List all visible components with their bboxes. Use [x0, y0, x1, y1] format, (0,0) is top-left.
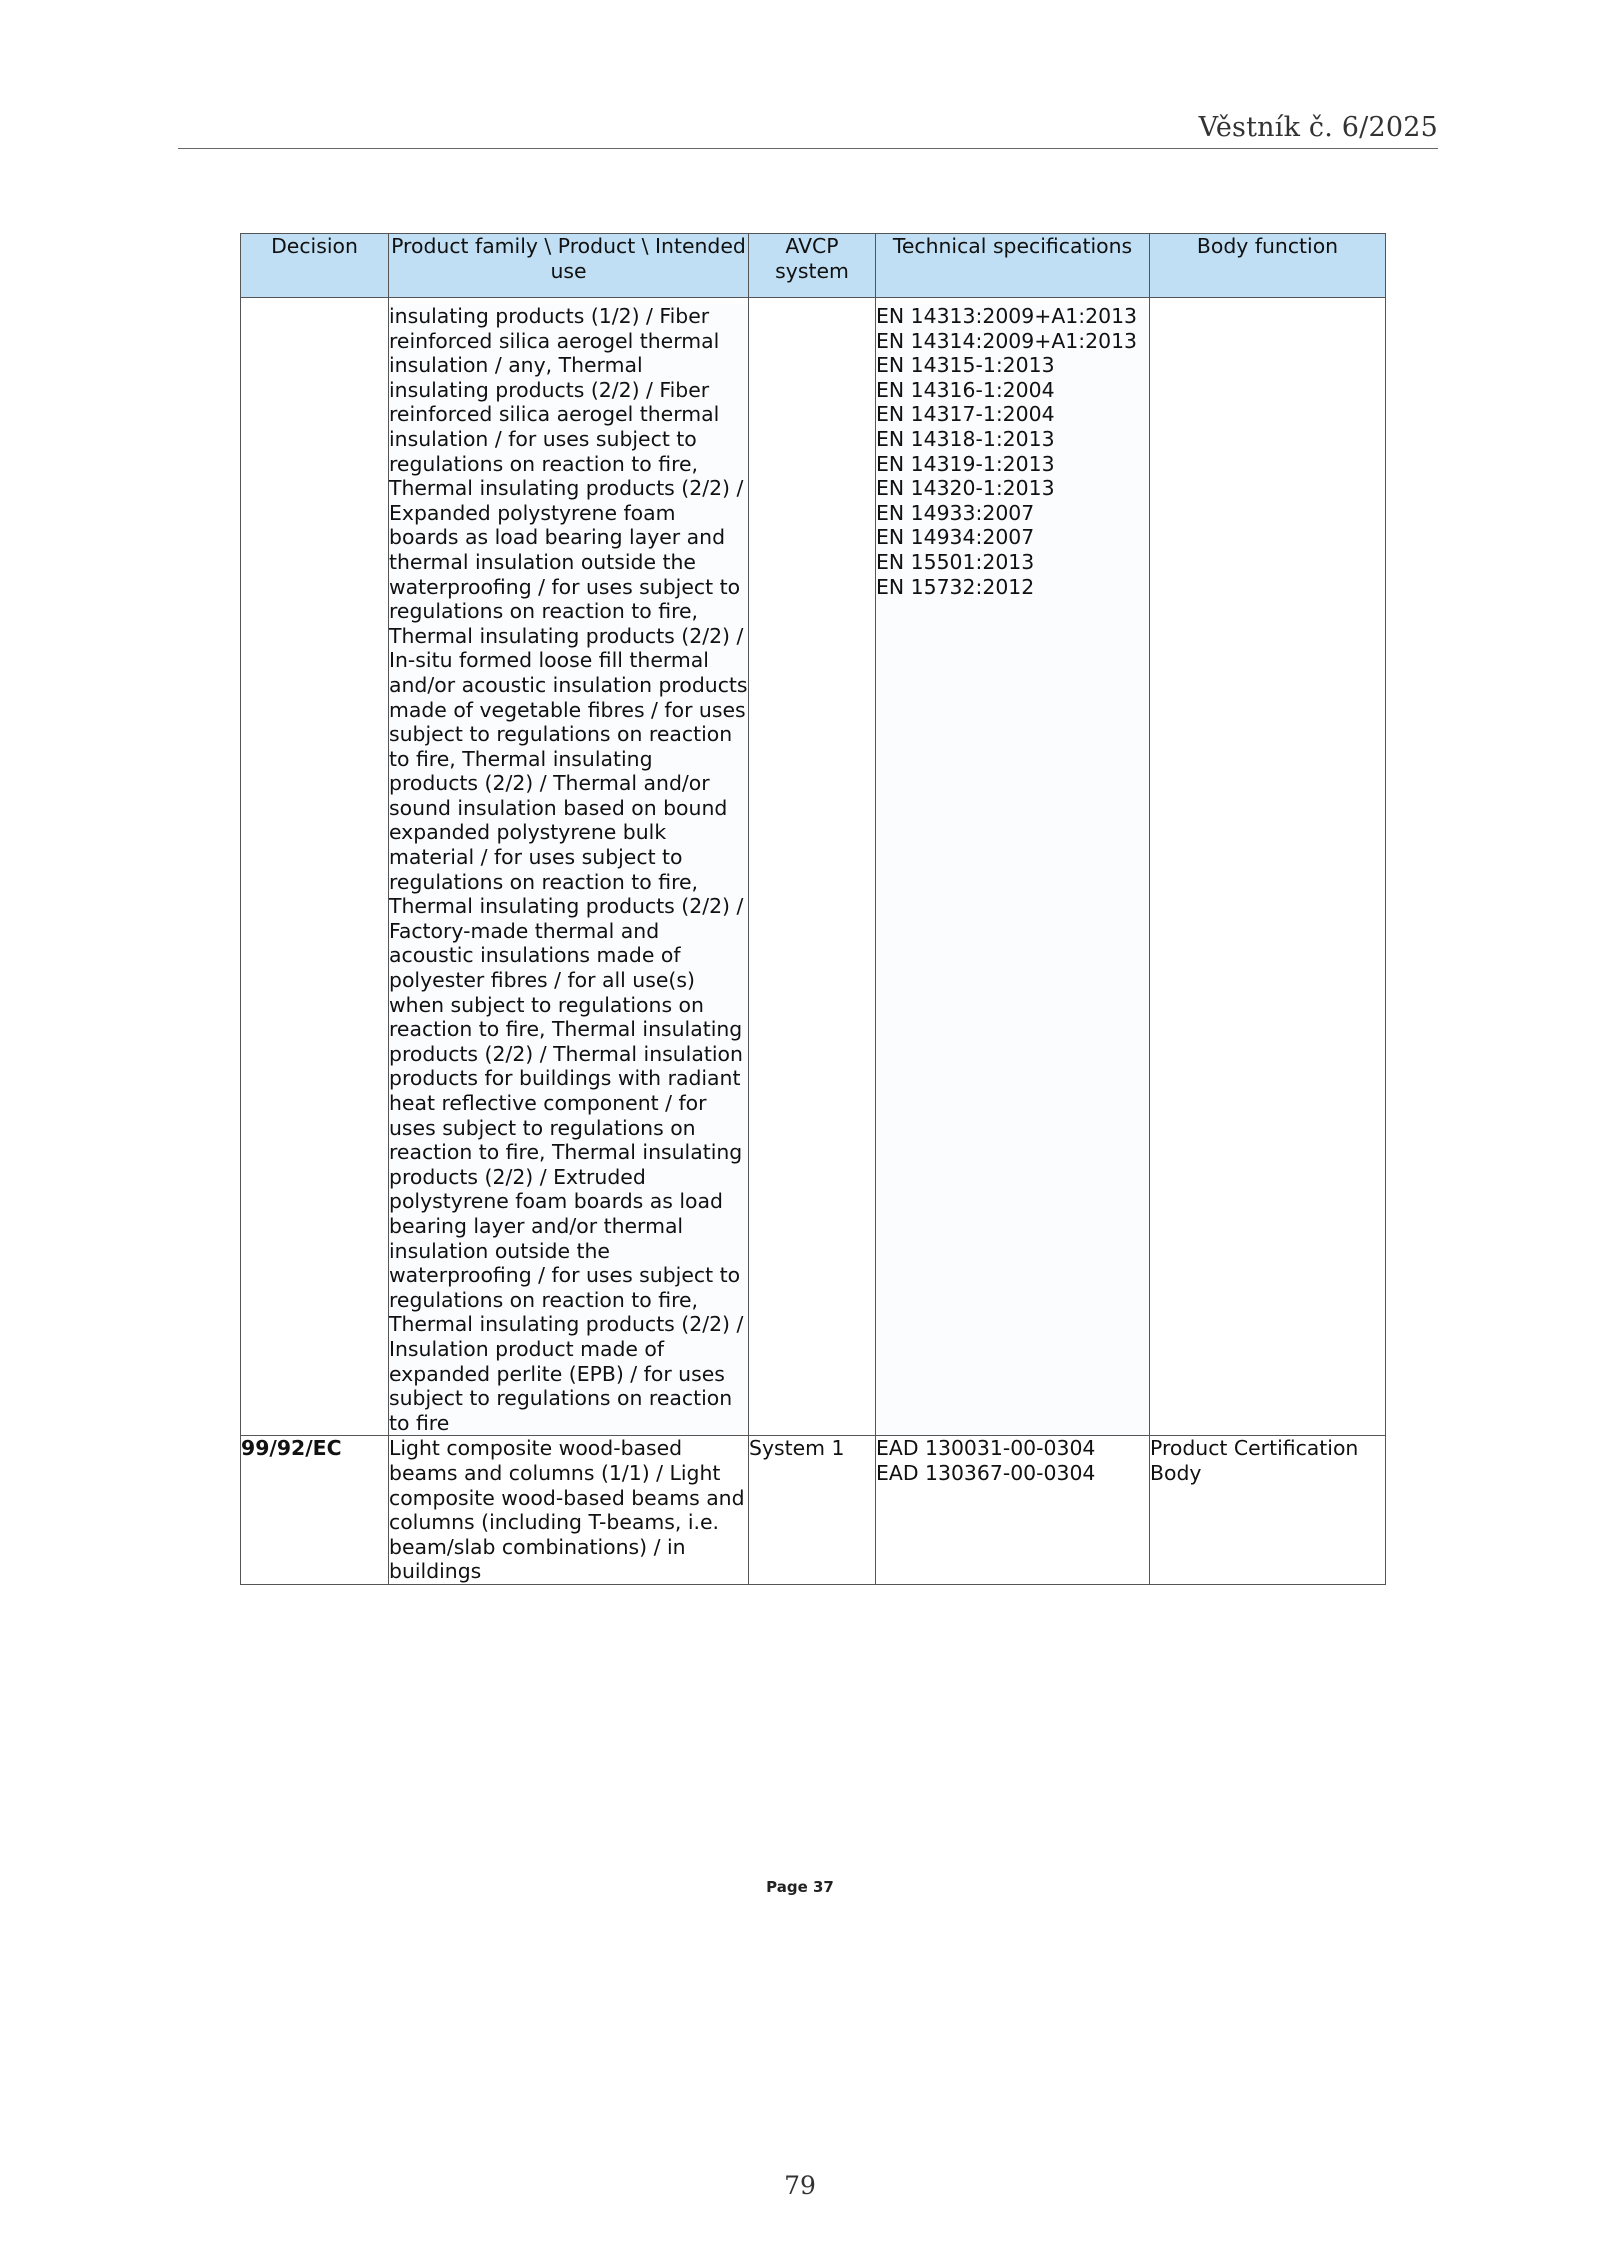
decision-id: 99/92/EC: [241, 1436, 342, 1461]
table-row: [241, 1436, 1386, 1585]
spec-item: EAD 130367-00-0304: [876, 1460, 1096, 1485]
column-header-technical-specifications: Technical specifications: [876, 234, 1150, 298]
spec-item: EN 14318-1:2013: [876, 426, 1055, 451]
body-function-cell: Product Certification Body: [1150, 1436, 1386, 1585]
column-header-product: Product family \ Product \ Intended use: [389, 234, 749, 298]
column-header-body-function: Body function: [1150, 234, 1386, 298]
specs-cell: [876, 304, 1150, 1436]
table-row: [241, 304, 1386, 1436]
spec-item: EN 14934:2007: [876, 525, 1035, 550]
table-header-row: [241, 234, 1386, 298]
running-header: [178, 110, 1438, 149]
avcp-cell: [749, 304, 876, 1436]
spec-item: EN 15732:2012: [876, 574, 1035, 599]
column-header-avcp: AVCP system: [749, 234, 876, 298]
avcp-cell: System 1: [749, 1436, 876, 1585]
product-cell: Light composite wood-based beams and columns (1/1) / Light composite wood-based beams and columns (including T-beams, i.e. beam/slab combinations) / in buildings: [389, 1436, 749, 1585]
spec-item: EN 14315-1:2013: [876, 353, 1055, 378]
page-number: 79: [784, 2171, 816, 2200]
body-function-cell: [1150, 304, 1386, 1436]
journal-issue: Věstník č. 6/2025: [1198, 112, 1438, 143]
spec-item: EN 14933:2007: [876, 500, 1035, 525]
spec-item: EAD 130031-00-0304: [876, 1436, 1096, 1461]
decision-cell: [241, 1436, 389, 1585]
specs-cell: [876, 1436, 1150, 1585]
spec-item: EN 15501:2013: [876, 549, 1035, 574]
spec-item: EN 14319-1:2013: [876, 451, 1055, 476]
decision-cell: [241, 304, 389, 1436]
spec-item: EN 14320-1:2013: [876, 476, 1055, 501]
page-label: Page 37: [766, 1878, 834, 1896]
product-cell: insulating products (1/2) / Fiber reinforced silica aerogel thermal insulation / any, Thermal insulating products (2/2) / Fiber reinforced silica aerogel thermal insulation / for uses subject to regulations on reaction to fire, Thermal insulating products (2/2) / Expanded polystyrene foam boards as load bearing layer and thermal insulation outside the waterproofing / for uses subject to regulations on reaction to fire, Thermal insulating products (2/2) / In-situ formed loose fill thermal and/or acoustic insulation products made of vegetable fibres / for uses subject to regulations on reaction to fire, Thermal insulating products (2/2) / Thermal and/or sound insulation based on bound expanded polystyrene bulk material / for uses subject to regulations on reaction to fire, Thermal insulating products (2/2) / Factory-made thermal and acoustic insulations made of polyester fibres / for all use(s) when subject to regulations on reaction to fire, Thermal insulating products (2/2) / Thermal insulation products for buildings with radiant heat reflective component / for uses subject to regulations on reaction to fire, Thermal insulating products (2/2) / Extruded polystyrene foam boards as load bearing layer and/or thermal insulation outside the waterproofing / for uses subject to regulations on reaction to fire, Thermal insulating products (2/2) / Insulation product made of expanded perlite (EPB) / for uses subject to regulations on reaction to fire: [389, 304, 748, 1435]
spec-item: EN 14316-1:2004: [876, 377, 1055, 402]
spec-item: EN 14313:2009+A1:2013: [876, 304, 1138, 328]
decisions-table: [240, 233, 1386, 1585]
column-header-decision: Decision: [241, 234, 389, 298]
spec-item: EN 14314:2009+A1:2013: [876, 328, 1138, 353]
spec-item: EN 14317-1:2004: [876, 402, 1055, 427]
